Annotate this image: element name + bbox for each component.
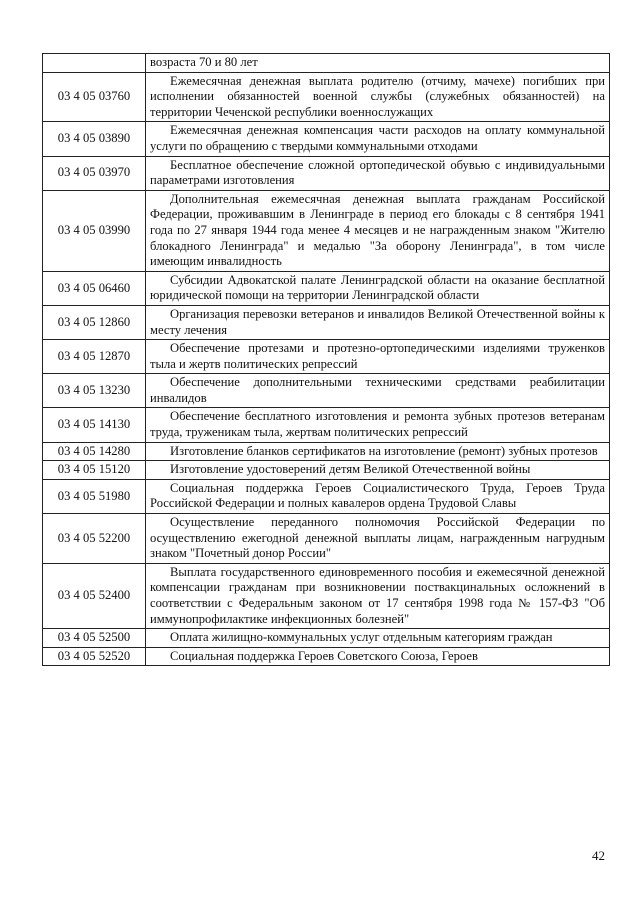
description-cell: Оплата жилищно-коммунальных услуг отдельным категориям граждан [146, 629, 610, 648]
budget-code-cell: 03 4 05 52200 [43, 514, 146, 564]
table-row [43, 156, 610, 190]
budget-code-cell: 03 4 05 03890 [43, 122, 146, 156]
table-row [43, 72, 610, 122]
description-cell: Дополнительная ежемесячная денежная выплата гражданам Российской Федерации, проживавшим в Ленинграде в период его блокады с 8 сентября 1941 года по 27 января 1944 года менее 4 месяцев и не награжденным знаком "Жителю блокадного Ленинграда" и медалью "За оборону Ленинграда", в том числе имеющим инвалидность [146, 190, 610, 271]
table-row [43, 629, 610, 648]
table-row [43, 461, 610, 480]
table-row [43, 442, 610, 461]
budget-code-cell: 03 4 05 13230 [43, 374, 146, 408]
description-cell: Выплата государственного единовременного пособия и ежемесячной денежной компенсации гражданам при возникновении поствакцинальных осложнений в соответствии с Федеральным законом от 17 сентября 1998 года № 157-ФЗ "Об иммунопрофилактике инфекционных болезней" [146, 563, 610, 628]
budget-code-cell: 03 4 05 51980 [43, 479, 146, 513]
table-row [43, 563, 610, 628]
budget-code-cell: 03 4 05 14280 [43, 442, 146, 461]
description-cell: Обеспечение дополнительными техническими средствами реабилитации инвалидов [146, 374, 610, 408]
table-row [43, 54, 610, 73]
description-cell: Осуществление переданного полномочия Российской Федерации по осуществлению ежегодной денежной выплаты лицам, награжденным нагрудным знаком "Почетный донор России" [146, 514, 610, 564]
table-row [43, 305, 610, 339]
budget-code-cell: 03 4 05 12870 [43, 340, 146, 374]
table-row [43, 514, 610, 564]
description-cell: Субсидии Адвокатской палате Ленинградской области на оказание бесплатной юридической помощи на территории Ленинградской области [146, 271, 610, 305]
description-cell: Бесплатное обеспечение сложной ортопедической обувью с индивидуальными параметрами изготовления [146, 156, 610, 190]
description-cell: Социальная поддержка Героев Социалистического Труда, Героев Труда Российской Федерации и полных кавалеров ордена Трудовой Славы [146, 479, 610, 513]
budget-codes-table [42, 53, 610, 666]
table-row [43, 408, 610, 442]
budget-code-cell: 03 4 05 06460 [43, 271, 146, 305]
budget-code-cell: 03 4 05 52520 [43, 647, 146, 666]
description-cell: Организация перевозки ветеранов и инвалидов Великой Отечественной войны к месту лечения [146, 305, 610, 339]
description-cell: возраста 70 и 80 лет [146, 54, 610, 73]
budget-code-cell: 03 4 05 03970 [43, 156, 146, 190]
budget-code-cell: 03 4 05 12860 [43, 305, 146, 339]
budget-code-cell: 03 4 05 15120 [43, 461, 146, 480]
page-number: 42 [592, 848, 605, 863]
table-row [43, 271, 610, 305]
budget-code-cell: 03 4 05 03990 [43, 190, 146, 271]
description-cell: Обеспечение бесплатного изготовления и ремонта зубных протезов ветеранам труда, труженикам тыла, жертвам политических репрессий [146, 408, 610, 442]
table-row [43, 647, 610, 666]
description-cell: Обеспечение протезами и протезно-ортопедическими изделиями труженков тыла и жертв политических репрессий [146, 340, 610, 374]
budget-code-cell: 03 4 05 14130 [43, 408, 146, 442]
budget-code-cell: 03 4 05 52500 [43, 629, 146, 648]
table-row [43, 122, 610, 156]
description-cell: Социальная поддержка Героев Советского Союза, Героев [146, 647, 610, 666]
table-row [43, 190, 610, 271]
description-cell: Ежемесячная денежная выплата родителю (отчиму, мачехе) погибших при исполнении обязанностей военной службы (служебных обязанностей) на территории Чеченской республики военнослужащих [146, 72, 610, 122]
budget-code-cell [43, 54, 146, 73]
table-row [43, 374, 610, 408]
table-row [43, 479, 610, 513]
description-cell: Изготовление удостоверений детям Великой Отечественной войны [146, 461, 610, 480]
description-cell: Изготовление бланков сертификатов на изготовление (ремонт) зубных протезов [146, 442, 610, 461]
description-cell: Ежемесячная денежная компенсация части расходов на оплату коммунальной услуги по обращению с твердыми коммунальными отходами [146, 122, 610, 156]
budget-code-cell: 03 4 05 52400 [43, 563, 146, 628]
table-row [43, 340, 610, 374]
budget-code-cell: 03 4 05 03760 [43, 72, 146, 122]
table-body [43, 54, 610, 666]
